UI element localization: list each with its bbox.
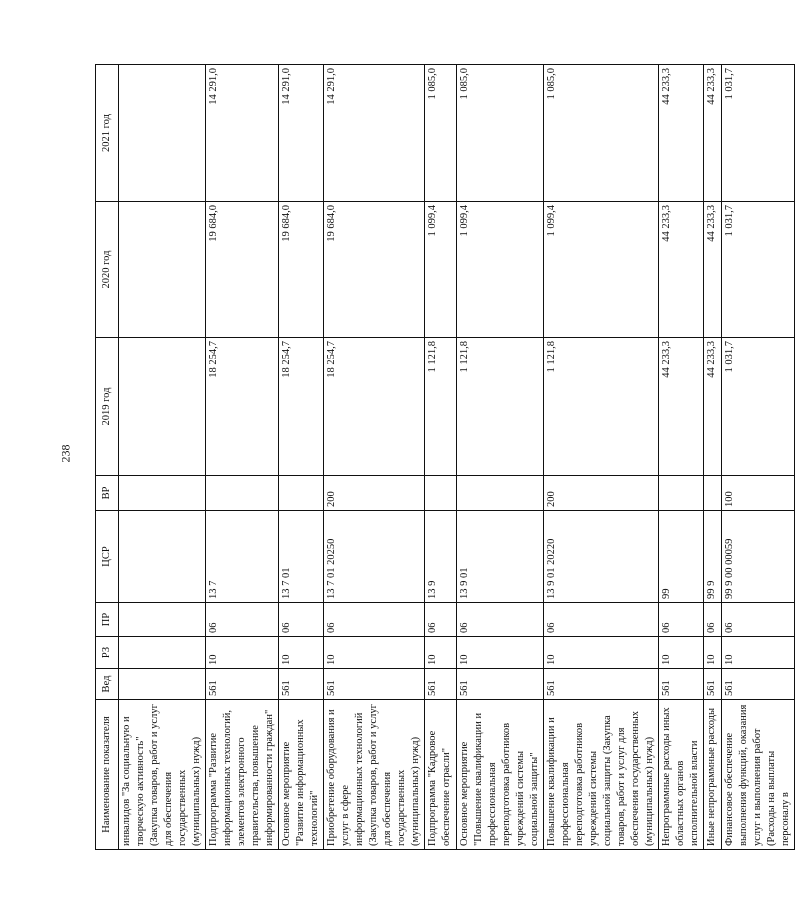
cell-name: Основное мероприятие "Повышение квалификации и профессиональная переподготовка работников учреждений системы социальной защиты" [457,700,544,850]
cell-pr: 06 [324,603,425,637]
cell-y2021: 44 233,3 [659,65,704,202]
cell-vr [457,476,544,511]
header-2020: 2020 год [96,202,119,338]
table-body [119,65,795,850]
cell-ved: 561 [704,669,722,700]
cell-y2019: 1 121,8 [425,338,457,476]
cell-rz: 10 [544,637,659,669]
cell-rz [119,637,206,669]
cell-y2019: 1 031,7 [722,338,795,476]
cell-y2021: 14 291,0 [324,65,425,202]
cell-vr: 200 [324,476,425,511]
table-row [206,65,279,850]
cell-pr: 06 [722,603,795,637]
cell-vr [425,476,457,511]
cell-y2021: 1 085,0 [457,65,544,202]
table-row [722,65,795,850]
cell-y2019: 44 233,3 [704,338,722,476]
cell-pr: 06 [206,603,279,637]
table-row [704,65,722,850]
table-row [457,65,544,850]
cell-vr [279,476,324,511]
page-number: 238 [58,444,73,462]
cell-name: инвалидов "За социальную и творческую активность" (Закупка товаров, работ и услуг для обеспечения государственных (муниципальных) нужд) [119,700,206,850]
cell-y2020: 19 684,0 [206,202,279,338]
cell-pr: 06 [704,603,722,637]
cell-y2019 [119,338,206,476]
cell-y2019: 44 233,3 [659,338,704,476]
cell-y2021: 44 233,3 [704,65,722,202]
header-2021: 2021 год [96,65,119,202]
cell-pr: 06 [659,603,704,637]
cell-csr: 13 9 01 20220 [544,511,659,603]
cell-y2019: 1 121,8 [544,338,659,476]
cell-csr: 99 9 00 00059 [722,511,795,603]
cell-y2019: 18 254,7 [206,338,279,476]
cell-csr: 13 7 01 [279,511,324,603]
cell-name: Подпрограмма "Развитие информационных технологий, элементов электронного правительства, повышение информированности граждан" [206,700,279,850]
cell-pr: 06 [425,603,457,637]
table-row [544,65,659,850]
cell-rz: 10 [206,637,279,669]
cell-ved: 561 [544,669,659,700]
cell-rz: 10 [457,637,544,669]
cell-ved: 561 [659,669,704,700]
cell-y2019: 18 254,7 [324,338,425,476]
cell-ved: 561 [722,669,795,700]
cell-y2020: 44 233,3 [704,202,722,338]
budget-table-container [95,65,791,850]
header-row [96,65,119,850]
cell-ved [119,669,206,700]
table-row [324,65,425,850]
cell-ved: 561 [206,669,279,700]
cell-y2021: 1 031,7 [722,65,795,202]
cell-vr [704,476,722,511]
header-pr: ПР [96,603,119,637]
table-row [425,65,457,850]
cell-pr: 06 [544,603,659,637]
cell-ved: 561 [324,669,425,700]
cell-name: Основное мероприятие "Развитие информационных технологий" [279,700,324,850]
cell-name: Повышение квалификации и профессиональная переподготовка работников учреждений системы социальной защиты (Закупка товаров, работ и услуг для обеспечения государственных (муниципальных) нужд) [544,700,659,850]
cell-rz: 10 [722,637,795,669]
cell-y2020: 1 099,4 [544,202,659,338]
cell-y2021: 1 085,0 [544,65,659,202]
cell-y2021: 1 085,0 [425,65,457,202]
cell-vr [659,476,704,511]
cell-vr: 200 [544,476,659,511]
cell-name: Приобретение оборудования и услуг в сфере информационных технологий (Закупка товаров, работ и услуг для обеспечения государственных (муниципальных) нужд) [324,700,425,850]
cell-y2020: 44 233,3 [659,202,704,338]
budget-table [95,64,795,850]
cell-name: Иные непрограммные расходы [704,700,722,850]
cell-ved: 561 [425,669,457,700]
table-row [119,65,206,850]
cell-ved: 561 [457,669,544,700]
cell-rz: 10 [279,637,324,669]
cell-y2020: 1 099,4 [457,202,544,338]
cell-rz: 10 [425,637,457,669]
table-row [659,65,704,850]
cell-y2021: 14 291,0 [279,65,324,202]
table-row [279,65,324,850]
cell-csr: 13 9 [425,511,457,603]
cell-vr: 100 [722,476,795,511]
cell-y2020 [119,202,206,338]
cell-csr: 13 7 01 20250 [324,511,425,603]
header-rz: РЗ [96,637,119,669]
cell-name: Финансовое обеспечение выполнения функций, оказания услуг и выполнения работ (Расходы на выплаты персоналу в [722,700,795,850]
header-ved: Вед [96,669,119,700]
cell-pr: 06 [457,603,544,637]
cell-y2020: 19 684,0 [279,202,324,338]
cell-csr: 13 9 01 [457,511,544,603]
cell-name: Непрограммные расходы иных областных органов исполнительной власти [659,700,704,850]
cell-rz: 10 [324,637,425,669]
header-csr: ЦСР [96,511,119,603]
cell-y2021 [119,65,206,202]
cell-vr [206,476,279,511]
header-vr: ВР [96,476,119,511]
cell-csr [119,511,206,603]
cell-y2021: 14 291,0 [206,65,279,202]
cell-y2020: 19 684,0 [324,202,425,338]
cell-csr: 13 7 [206,511,279,603]
cell-y2019: 18 254,7 [279,338,324,476]
cell-rz: 10 [659,637,704,669]
cell-y2019: 1 121,8 [457,338,544,476]
cell-y2020: 1 031,7 [722,202,795,338]
cell-ved: 561 [279,669,324,700]
cell-y2020: 1 099,4 [425,202,457,338]
cell-pr: 06 [279,603,324,637]
cell-name: Подпрограмма "Кадровое обеспечение отрасли" [425,700,457,850]
header-2019: 2019 год [96,338,119,476]
header-name: Наименование показателя [96,700,119,850]
cell-csr: 99 [659,511,704,603]
cell-vr [119,476,206,511]
cell-rz: 10 [704,637,722,669]
cell-csr: 99 9 [704,511,722,603]
cell-pr [119,603,206,637]
